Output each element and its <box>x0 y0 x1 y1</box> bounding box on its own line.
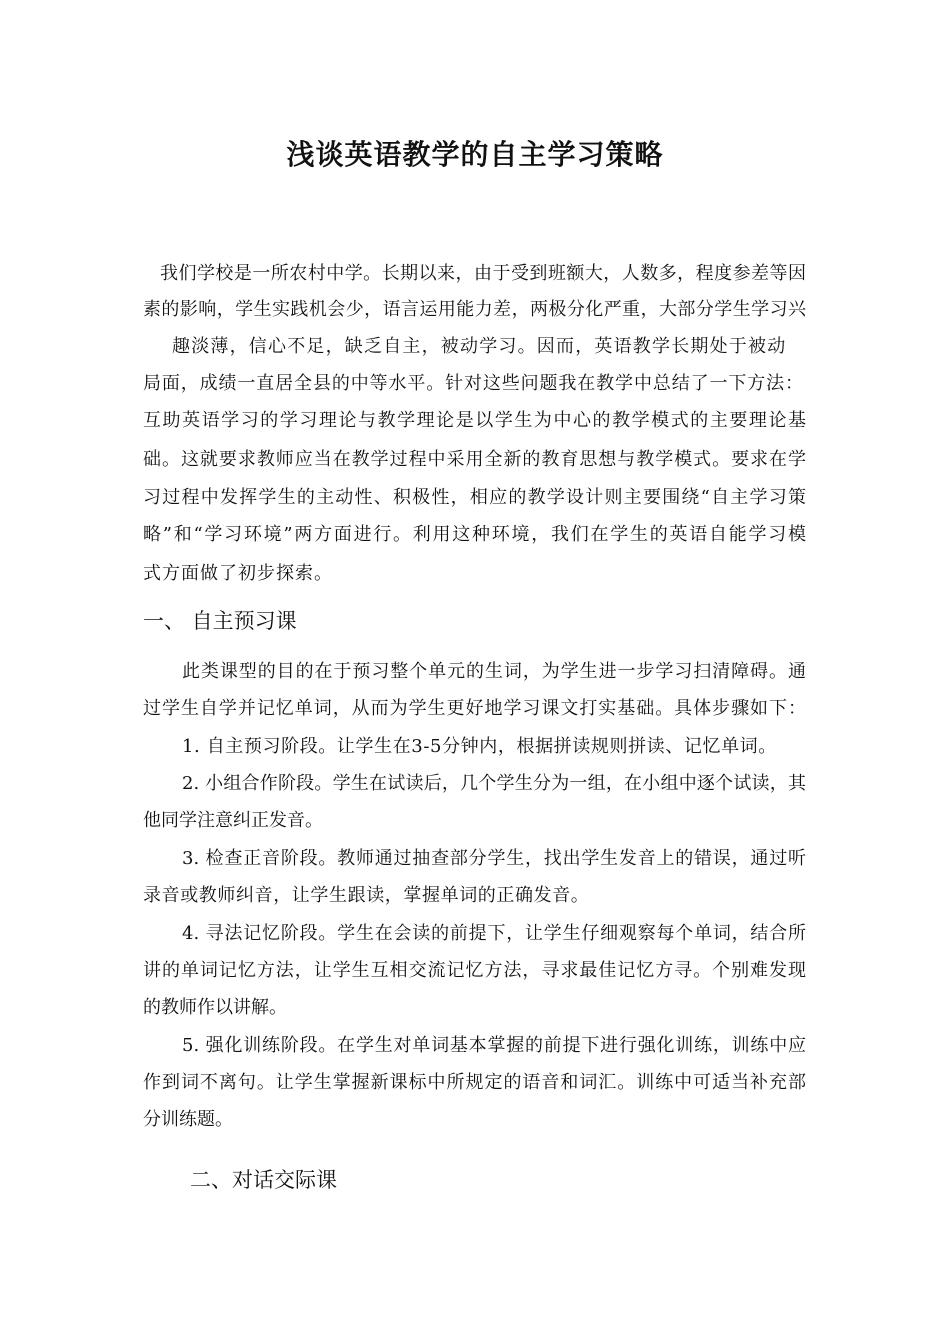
intro-line: 习过程中发挥学生的主动性、积极性，相应的教学设计则主要围绕“自主学习策 <box>143 487 806 508</box>
intro-line: 我们学校是一所农村中学。长期以来，由于受到班额大，人数多，程度参差等因 <box>160 263 806 284</box>
section-line: 2. 小组合作阶段。学生在试读后，几个学生分为一组，在小组中逐个试读，其 <box>182 773 806 794</box>
section-line: 录音或教师纠音，让学生跟读，掌握单词的正确发音。 <box>143 885 590 906</box>
intro-line: 式方面做了初步探索。 <box>143 563 333 584</box>
section-line: 过学生自学并记忆单词，从而为学生更好地学习课文打实基础。具体步骤如下： <box>143 698 806 719</box>
intro-line: 略”和“学习环境”两方面进行。利用这种环境，我们在学生的英语自能学习模 <box>143 524 806 545</box>
intro-line: 素的影响，学生实践机会少，语言运用能力差，两极分化严重，大部分学生学习兴 <box>143 299 806 320</box>
section-line: 1. 自主预习阶段。让学生在3-5分钟内，根据拼读规则拼读、记忆单词。 <box>182 736 777 757</box>
section-line: 分训练题。 <box>143 1109 233 1130</box>
section-line: 讲的单词记忆方法，让学生互相交流记忆方法，寻求最佳记忆方寻。个别难发现 <box>143 960 806 981</box>
section-line: 3. 检查正音阶段。教师通过抽查部分学生，找出学生发音上的错误，通过听 <box>182 848 806 869</box>
section-line: 4. 寻法记忆阶段。学生在会读的前提下，让学生仔细观察每个单词，结合所 <box>182 923 806 944</box>
intro-line: 趣淡薄，信心不足，缺乏自主，被动学习。因而，英语教学长期处于被动 <box>172 336 787 357</box>
section-heading: 一、 自主预习课 <box>143 609 297 633</box>
document-title: 浅谈英语教学的自主学习策略 <box>286 138 664 171</box>
intro-line: 局面，成绩一直居全县的中等水平。针对这些问题我在教学中总结了一下方法： <box>143 373 803 394</box>
section-line: 他同学注意纠正发音。 <box>143 810 323 831</box>
section-line: 作到词不离句。让学生掌握新课标中所规定的语音和词汇。训练中可适当补充部 <box>143 1072 806 1093</box>
section-line: 5. 强化训练阶段。在学生对单词基本掌握的前提下进行强化训练，训练中应 <box>182 1035 806 1056</box>
intro-line: 互助英语学习的学习理论与教学理论是以学生为中心的教学模式的主要理论基 <box>143 410 806 431</box>
section-line: 此类课型的目的在于预习整个单元的生词，为学生进一步学习扫清障碍。通 <box>182 661 806 682</box>
section-heading: 二、对话交际课 <box>190 1168 337 1192</box>
section-line: 的教师作以讲解。 <box>143 997 287 1018</box>
intro-line: 础。这就要求教师应当在教学过程中采用全新的教育思想与教学模式。要求在学 <box>143 449 806 470</box>
